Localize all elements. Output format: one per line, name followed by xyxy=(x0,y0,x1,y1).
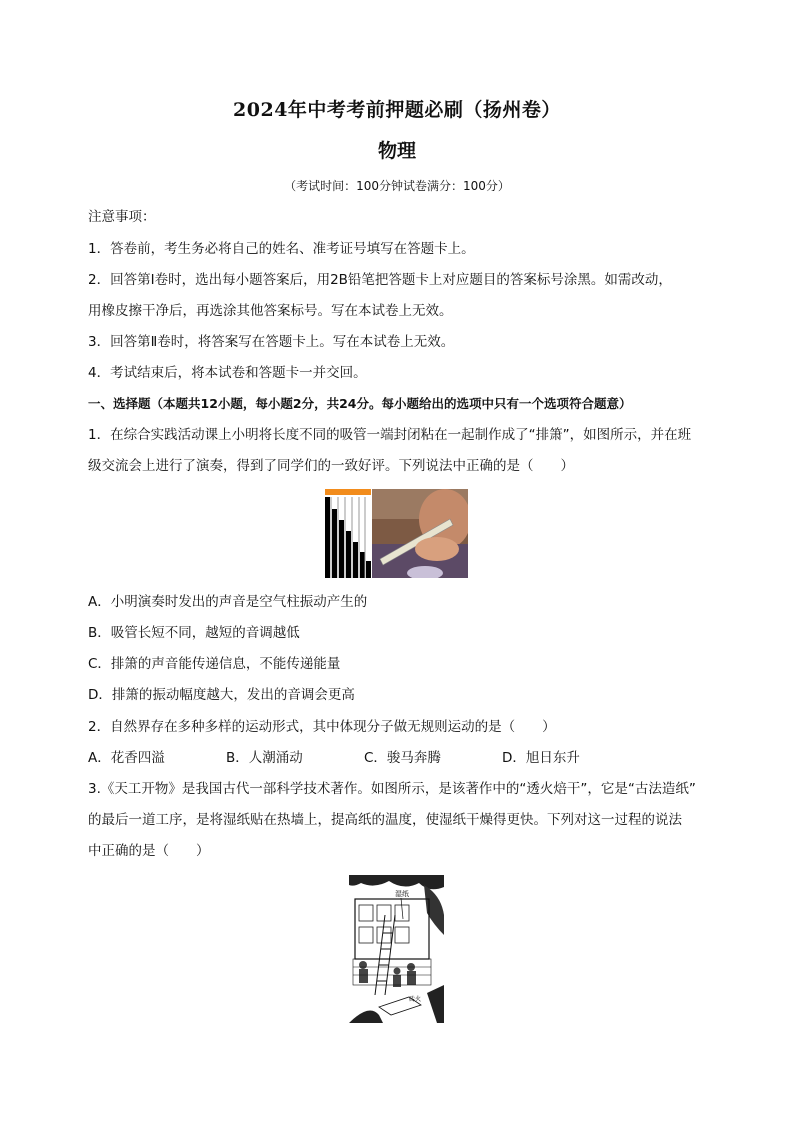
subject-title: 物理 xyxy=(377,140,416,162)
notice-item-1: 1．答卷前，考生务必将自己的姓名、准考证号填写在答题卡上。 xyxy=(88,241,475,257)
notice-item-2-cont: 用橡皮擦干净后，再选涂其他答案标号。写在本试卷上无效。 xyxy=(88,303,453,319)
section-heading: 一、选择题（本题共12小题，每小题2分，共24分。每小题给出的选项中只有一个选项符合题意） xyxy=(88,396,632,411)
exam-title: 2024年中考考前押题必刷（扬州卷） xyxy=(233,99,561,121)
panpipe-diagram xyxy=(325,489,371,578)
question-1-option-d: D．排箫的振动幅度越大，发出的音调会更高 xyxy=(88,687,355,703)
exam-info: （考试时间：100分钟试卷满分：100分） xyxy=(284,179,510,193)
question-1-stem-cont: 级交流会上进行了演奏，得到了同学们的一致好评。下列说法中正确的是（ ） xyxy=(88,458,574,474)
panpipe-photo xyxy=(372,489,468,578)
question-2-option-c: C．骏马奔腾 xyxy=(364,750,441,766)
question-1-option-c: C．排箫的声音能传递信息，不能传递能量 xyxy=(88,656,341,672)
question-2-option-b: B．人潮涌动 xyxy=(226,750,303,766)
notice-item-4: 4．考试结束后，将本试卷和答题卡一并交回。 xyxy=(88,365,367,381)
question-2-option-d: D．旭日东升 xyxy=(502,750,580,766)
panpipe-figure xyxy=(325,489,468,578)
question-1-option-b: B．吸管长短不同，越短的音调越低 xyxy=(88,625,300,641)
question-1-stem: 1．在综合实践活动课上小明将长度不同的吸管一端封闭粘在一起制作成了“排箫”，如图所示，并在班 xyxy=(88,427,692,443)
question-2-options xyxy=(88,750,718,766)
question-1-option-a: A．小明演奏时发出的声音是空气柱振动产生的 xyxy=(88,594,368,610)
question-3-stem-end: 中正确的是（ ） xyxy=(88,843,210,859)
question-3-stem: 3.《天工开物》是我国古代一部科学技术著作。如图所示，是该著作中的“透火焙干”，它是“古法造纸” xyxy=(88,781,696,797)
paper-drying-figure xyxy=(349,875,444,1023)
notice-item-3: 3．回答第Ⅱ卷时，将答案写在答题卡上。写在本试卷上无效。 xyxy=(88,334,455,350)
wet-paper-label: 湿纸 xyxy=(395,890,409,898)
kiln-label: 砖火 xyxy=(409,997,422,1003)
question-2-stem: 2．自然界存在多种多样的运动形式，其中体现分子做无规则运动的是（ ） xyxy=(88,719,556,735)
question-3-stem-cont: 的最后一道工序，是将湿纸贴在热墙上，提高纸的温度，使湿纸干燥得更快。下列对这一过程的说法 xyxy=(88,812,682,828)
notice-heading: 注意事项： xyxy=(88,209,156,225)
notice-item-2: 2．回答第Ⅰ卷时，选出每小题答案后，用2B铅笔把答题卡上对应题目的答案标号涂黑。如需改动， xyxy=(88,272,672,288)
question-2-option-a: A．花香四溢 xyxy=(88,750,165,766)
